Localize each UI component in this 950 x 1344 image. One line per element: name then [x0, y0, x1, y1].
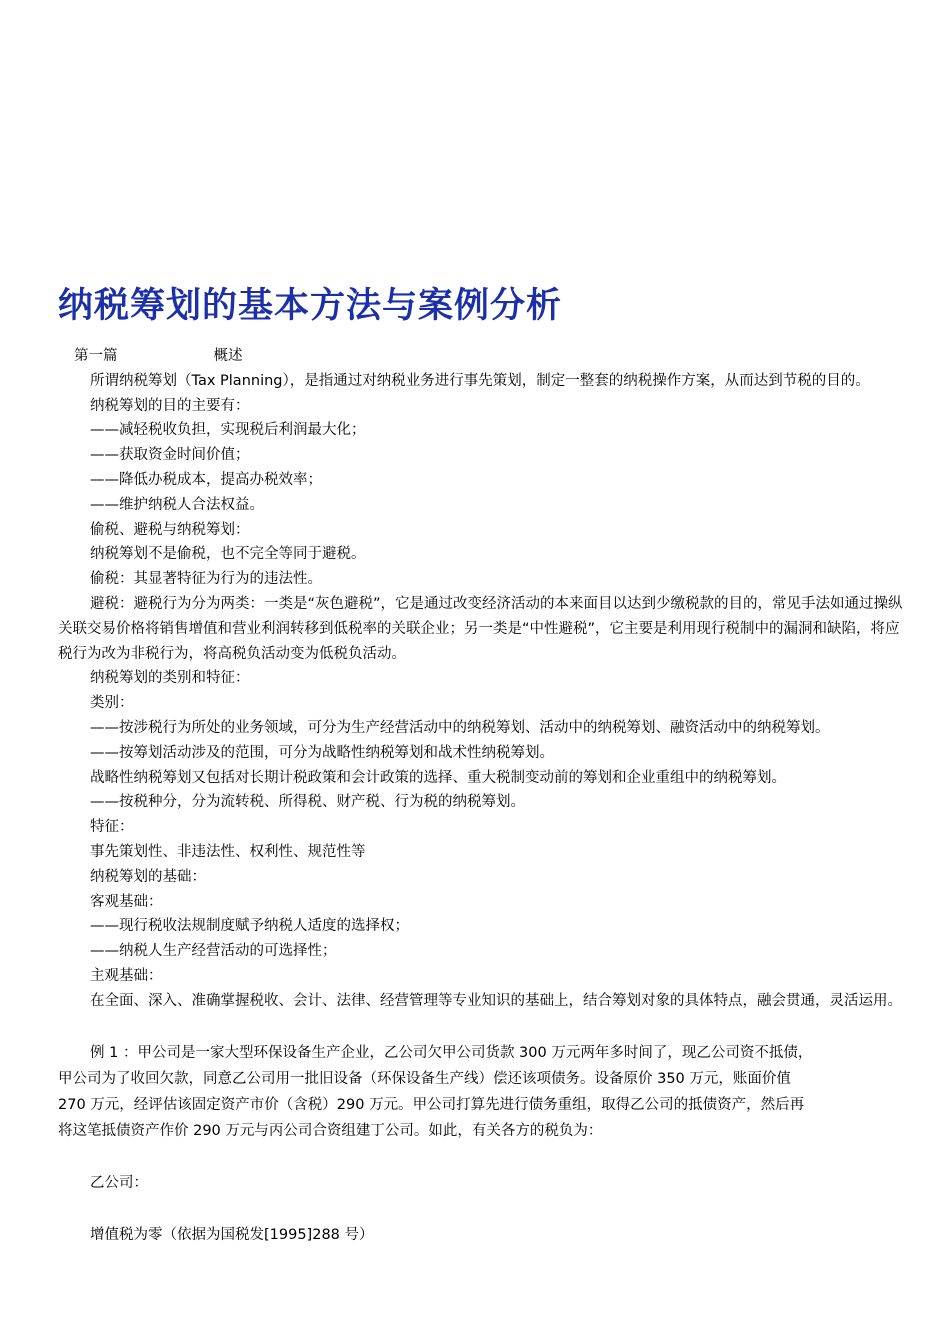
document-title: 纳税筹划的基本方法与案例分析 — [58, 285, 563, 326]
paragraph: 事先策划性、非违法性、权利性、规范性等 — [90, 843, 366, 860]
paragraph: 偷税、避税与纳税筹划： — [90, 521, 250, 538]
example-line: 甲公司为了收回欠款，同意乙公司用一批旧设备（环保设备生产线）偿还该项债务。设备原价 350 万元，账面价值 — [58, 1070, 791, 1087]
document-body — [58, 344, 903, 1248]
list-item: ——获取资金时间价值； — [90, 447, 250, 464]
example-line: 将这笔抵债资产作价 290 万元与丙公司合资组建丁公司。如此，有关各方的税负为： — [58, 1122, 603, 1139]
list-item: ——纳税人生产经营活动的可选择性； — [90, 943, 337, 960]
paragraph: 主观基础： — [90, 967, 163, 984]
example-line: 例 1 ：甲公司是一家大型环保设备生产企业，乙公司欠甲公司货款 300 万元两年多时间了，现乙公司资不抵债， — [90, 1044, 813, 1061]
list-item: ——按税种分，分为流转税、所得税、财产税、行为税的纳税筹划。 — [90, 794, 525, 811]
section-title: 概述 — [213, 348, 243, 364]
paragraph: 类别： — [90, 695, 134, 712]
paragraph: 战略性纳税筹划又包括对长期计税政策和会计政策的选择、重大税制变动前的筹划和企业重组中的纳税筹划。 — [90, 769, 786, 786]
list-item: ——按涉税行为所处的业务领域，可分为生产经营活动中的纳税筹划、活动中的纳税筹划、融资活动中的纳税筹划。 — [90, 719, 830, 736]
paragraph: 所谓纳税筹划（Tax Planning），是指通过对纳税业务进行事先策划，制定一整套的纳税操作方案，从而达到节税的目的。 — [90, 372, 870, 389]
list-item: ——按筹划活动涉及的范围，可分为战略性纳税筹划和战术性纳税筹划。 — [90, 744, 554, 761]
paragraph: 客观基础： — [90, 893, 163, 910]
vat-note: 增值税为零（依据为国税发[1995]288 号） — [90, 1226, 374, 1243]
section-label: 第一篇 — [74, 348, 118, 364]
paragraph: 在全面、深入、准确掌握税收、会计、法律、经营管理等专业知识的基础上，结合筹划对象的具体特点，融会贯通，灵活运用。 — [90, 992, 902, 1009]
party-label: 乙公司： — [90, 1174, 148, 1191]
list-item: ——维护纳税人合法权益。 — [90, 496, 264, 513]
paragraph: 纳税筹划的类别和特征： — [90, 670, 250, 687]
paragraph: 纳税筹划不是偷税，也不完全等同于避税。 — [90, 546, 366, 563]
paragraph: 避税：避税行为分为两类：一类是“灰色避税”，它是通过改变经济活动的本来面目以达到少缴税款的目的，常见手法如通过操纵关联交易价格将销售增值和营业利润转移到低税率的关联企业；另一类是“中性避税”，它主要是利用现行税制中的漏洞和缺陷，将应税行为改为非税行为，将高税负活动变为低税负活动。 — [58, 595, 903, 662]
example-line: 270 万元，经评估该固定资产市价（含税）290 万元。甲公司打算先进行债务重组，取得乙公司的抵债资产，然后再 — [58, 1096, 805, 1113]
list-item: ——降低办税成本，提高办税效率； — [90, 471, 322, 488]
list-item: ——现行税收法规制度赋予纳税人适度的选择权； — [90, 918, 409, 935]
paragraph: 偷税：其显著特征为行为的违法性。 — [90, 571, 322, 588]
paragraph: 纳税筹划的基础： — [90, 868, 206, 885]
section-heading — [58, 344, 903, 369]
paragraph: 纳税筹划的目的主要有： — [90, 397, 250, 414]
list-item: ——减轻税收负担，实现税后利润最大化； — [90, 422, 366, 439]
paragraph: 特征： — [90, 819, 134, 836]
